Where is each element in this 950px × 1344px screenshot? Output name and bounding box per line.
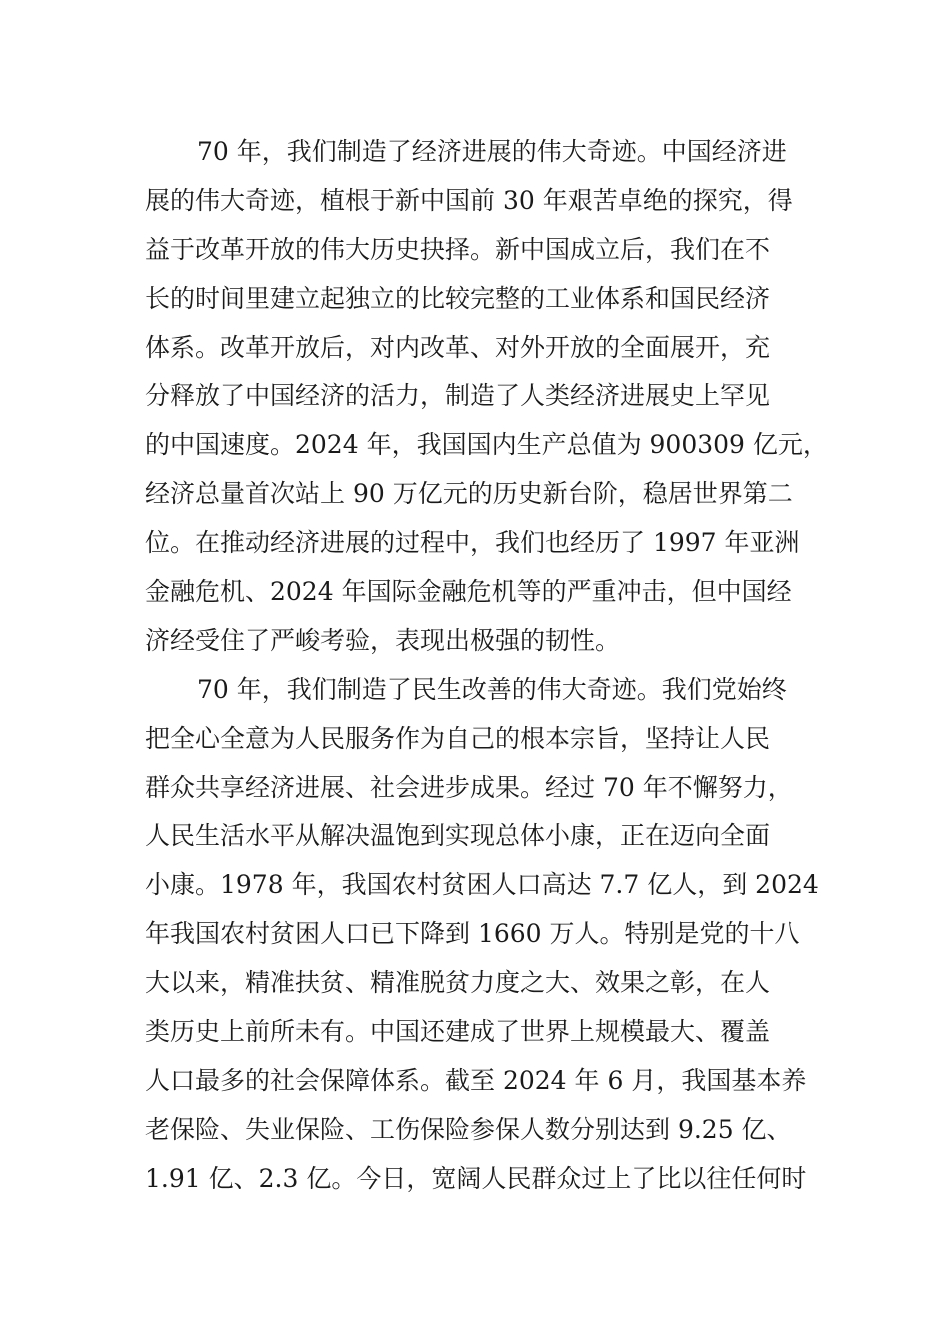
text-line: 把全心全意为人民服务作为自己的根本宗旨，坚持让人民 [145,723,771,753]
paragraph-livelihood [145,666,825,1204]
paragraph-economy [145,128,828,666]
text-line: 70 年，我们制造了经济进展的伟大奇迹。中国经济进 [197,137,787,166]
text-line: 70 年，我们制造了民生改善的伟大奇迹。我们党始终 [197,674,787,704]
text-line: 金融危机、2024 年国际金融危机等的严重冲击，但中国经 [145,577,792,607]
text-line: 大以来，精准扶贫、精准脱贫力度之大、效果之彰，在人 [145,968,771,998]
text-line: 小康。1978 年，我国农村贫困人口高达 7.7 亿人，到 2024 [145,870,819,900]
text-line: 展的伟大奇迹，植根于新中国前 30 年艰苦卓绝的探究，得 [145,185,793,215]
text-line: 长的时间里建立起独立的比较完整的工业体系和国民经济 [145,283,771,313]
text-line: 1.91 亿、2.3 亿。今日，宽阔人民群众过上了比以往任何时 [145,1163,807,1193]
text-line: 人民生活水平从解决温饱到实现总体小康，正在迈向全面 [145,821,771,851]
text-line: 人口最多的社会保障体系。截至 2024 年 6 月，我国基本养 [145,1065,807,1095]
text-line: 老保险、失业保险、工伤保险参保人数分别达到 9.25 亿、 [145,1114,792,1144]
text-line: 益于改革开放的伟大历史抉择。新中国成立后，我们在不 [145,234,771,264]
body-text [145,128,828,1204]
text-line: 的中国速度。2024 年，我国国内生产总值为 900309 亿元， [145,430,828,460]
text-line: 年我国农村贫困人口已下降到 1660 万人。特别是党的十八 [145,919,800,949]
text-line: 体系。改革开放后，对内改革、对外开放的全面展开，充 [145,332,771,362]
text-line: 类历史上前所未有。中国还建成了世界上规模最大、覆盖 [145,1017,771,1047]
text-line: 位。在推动经济进展的过程中，我们也经历了 1997 年亚洲 [145,528,800,558]
text-line: 经济总量首次站上 90 万亿元的历史新台阶，稳居世界第二 [145,479,793,509]
text-line: 分释放了中国经济的活力，制造了人类经济进展史上罕见 [145,381,771,411]
text-line: 济经受住了严峻考验，表现出极强的韧性。 [145,625,621,655]
text-line: 群众共享经济进展、社会进步成果。经过 70 年不懈努力， [145,772,793,802]
